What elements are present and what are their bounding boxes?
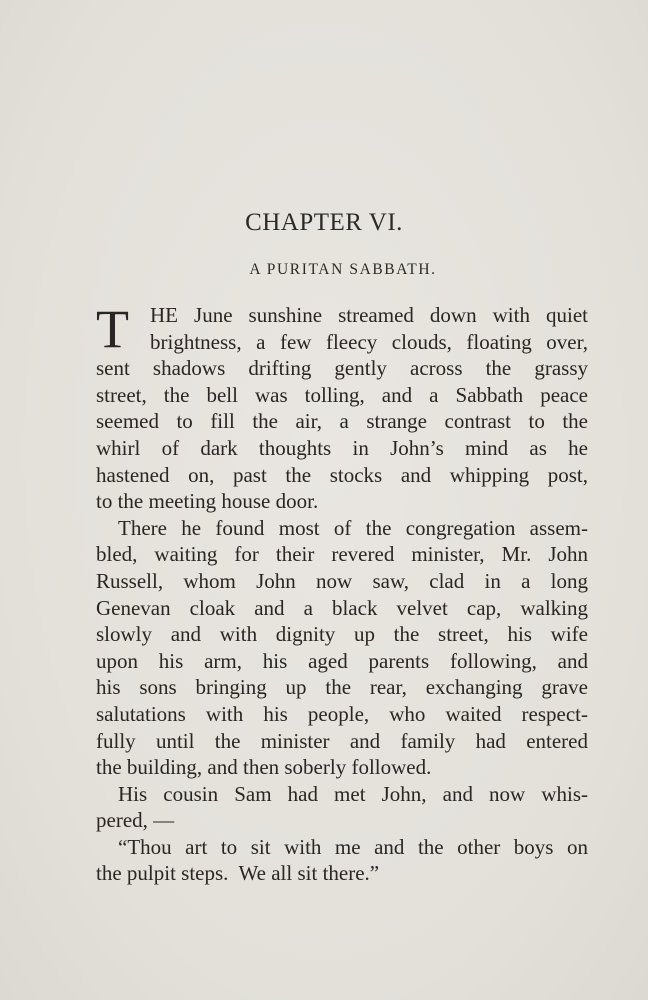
text-line: slowly and with dignity up the street, his wife	[96, 622, 588, 647]
text-line: to the meeting house door.	[96, 489, 319, 514]
text-line: bled, waiting for their revered minister, Mr. John	[96, 542, 588, 567]
text-line: “Thou art to sit with me and the other boys on	[118, 834, 588, 859]
text-line: pered, —	[96, 808, 175, 833]
text-line: There he found most of the congregation assem-	[118, 515, 588, 540]
text-line: brightness, a few fleecy clouds, floating over,	[150, 329, 588, 354]
text-line: seemed to fill the air, a strange contrast to the	[96, 409, 588, 434]
chapter-subtitle: A PURITAN SABBATH.	[249, 261, 437, 278]
chapter-title: CHAPTER VI.	[245, 209, 403, 236]
text-line: Russell, whom John now saw, clad in a long	[96, 568, 588, 593]
text-line: the building, and then soberly followed.	[96, 755, 432, 780]
text-line: upon his arm, his aged parents following, and	[96, 648, 588, 673]
text-line: His cousin Sam had met John, and now whis-	[118, 781, 588, 806]
text-line: street, the bell was tolling, and a Sabbath peace	[96, 382, 588, 407]
text-line: the pulpit steps. We all sit there.”	[96, 861, 380, 886]
drop-cap: T	[96, 299, 129, 359]
text-line: fully until the minister and family had entered	[96, 728, 588, 753]
text-line: his sons bringing up the rear, exchanging grave	[96, 675, 588, 700]
text-line: salutations with his people, who waited respect-	[96, 701, 588, 726]
text-line: hastened on, past the stocks and whipping post,	[96, 462, 588, 487]
text-line: HE June sunshine streamed down with quiet	[150, 303, 588, 327]
text-line: Genevan cloak and a black velvet cap, walking	[96, 595, 588, 620]
text-line: sent shadows drifting gently across the grassy	[96, 356, 588, 381]
chapter-body	[96, 299, 588, 887]
text-line: whirl of dark thoughts in John’s mind as he	[96, 435, 588, 460]
